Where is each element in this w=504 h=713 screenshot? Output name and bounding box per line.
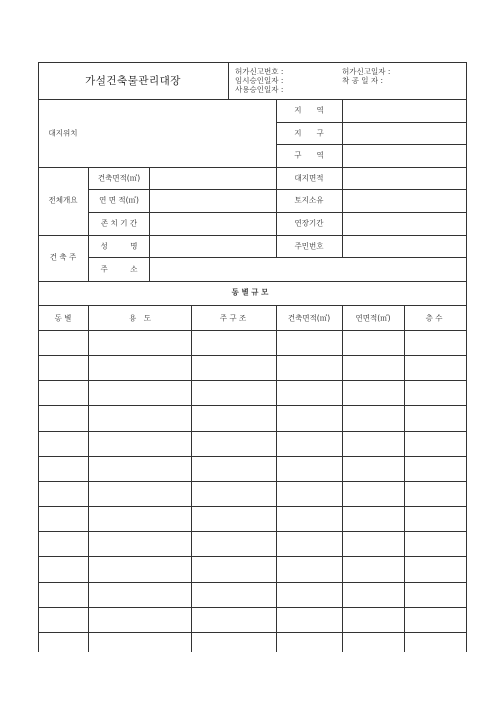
form-left-border bbox=[38, 62, 39, 652]
grid-line bbox=[88, 305, 89, 652]
construction-date-label: 착 공 일 자 : bbox=[342, 76, 384, 85]
table-row-line bbox=[38, 380, 466, 381]
builder-address-label: 주 소 bbox=[100, 264, 138, 274]
column-header-bottom bbox=[38, 330, 466, 331]
table-row-line bbox=[38, 556, 466, 557]
form-bottom-border bbox=[38, 632, 466, 633]
table-row-line bbox=[38, 481, 466, 482]
grid-line bbox=[276, 167, 277, 235]
table-row-line bbox=[38, 582, 466, 583]
table-row-line bbox=[38, 431, 466, 432]
site-field-district: 지 구 bbox=[294, 128, 324, 138]
temp-approval-date-label: 임시승인일자 : bbox=[235, 76, 284, 85]
header-title-cell bbox=[38, 62, 228, 99]
grid-line bbox=[88, 235, 89, 281]
use-approval-date-label: 사용승인일자 : bbox=[235, 85, 284, 94]
site-location-label: 대지위치 bbox=[48, 128, 78, 138]
extension-period-label: 연장기간 bbox=[294, 218, 324, 228]
column-main-structure: 주 구 조 bbox=[219, 313, 247, 323]
column-floors: 층 수 bbox=[425, 313, 443, 323]
header-divider bbox=[228, 62, 229, 99]
total-floor-area-label: 연 면 적(㎡) bbox=[99, 195, 139, 205]
scale-title-bottom bbox=[38, 305, 466, 306]
retention-period-label: 존 치 기 간 bbox=[100, 218, 138, 228]
column-building-area: 건축면적(㎡) bbox=[287, 313, 331, 323]
header-top-border bbox=[38, 62, 466, 63]
builder-section-bottom bbox=[38, 281, 466, 282]
site-area-label: 대지면적 bbox=[294, 173, 324, 183]
grid-line bbox=[88, 167, 89, 235]
table-row-line bbox=[38, 506, 466, 507]
page-title: 가설건축물관리대장 bbox=[85, 74, 181, 87]
grid-line bbox=[191, 305, 192, 652]
overview-label: 전체개요 bbox=[48, 195, 78, 205]
builder-name-label: 성 명 bbox=[100, 241, 138, 251]
grid-line bbox=[88, 212, 466, 213]
column-building: 동 별 bbox=[54, 313, 72, 323]
form-right-border bbox=[466, 62, 467, 652]
header-bottom-border bbox=[38, 99, 466, 100]
grid-line bbox=[276, 235, 277, 257]
site-section-bottom bbox=[38, 167, 466, 168]
grid-line bbox=[88, 257, 466, 258]
table-row-line bbox=[38, 531, 466, 532]
table-row-line bbox=[38, 405, 466, 406]
building-scale-title: 동 별 규 모 bbox=[231, 287, 269, 297]
column-floor-area: 연면적(㎡) bbox=[355, 313, 391, 323]
column-use: 용 도 bbox=[129, 313, 151, 323]
grid-line bbox=[342, 167, 343, 235]
table-row-line bbox=[38, 607, 466, 608]
grid-line bbox=[404, 305, 405, 652]
overview-section-bottom bbox=[38, 235, 466, 236]
table-row-line bbox=[38, 355, 466, 356]
grid-line bbox=[88, 189, 466, 190]
grid-line bbox=[276, 305, 277, 652]
resident-number-label: 주민번호 bbox=[294, 241, 324, 251]
permit-number-label: 허가신고번호 : bbox=[235, 67, 284, 76]
grid-line bbox=[149, 235, 150, 281]
grid-line bbox=[342, 305, 343, 652]
grid-line bbox=[276, 99, 277, 167]
site-field-zone: 구 역 bbox=[294, 150, 324, 160]
land-ownership-label: 토지소유 bbox=[294, 195, 324, 205]
building-area-label: 건축면적(㎡) bbox=[97, 173, 141, 183]
grid-line bbox=[276, 122, 466, 123]
permit-date-label: 허가신고일자 : bbox=[342, 67, 391, 76]
grid-line bbox=[149, 167, 150, 235]
grid-line bbox=[342, 99, 343, 167]
builder-label: 건 축 주 bbox=[49, 252, 77, 262]
table-row-line bbox=[38, 456, 466, 457]
grid-line bbox=[342, 235, 343, 257]
grid-line bbox=[276, 144, 466, 145]
site-field-region: 지 역 bbox=[294, 105, 324, 115]
